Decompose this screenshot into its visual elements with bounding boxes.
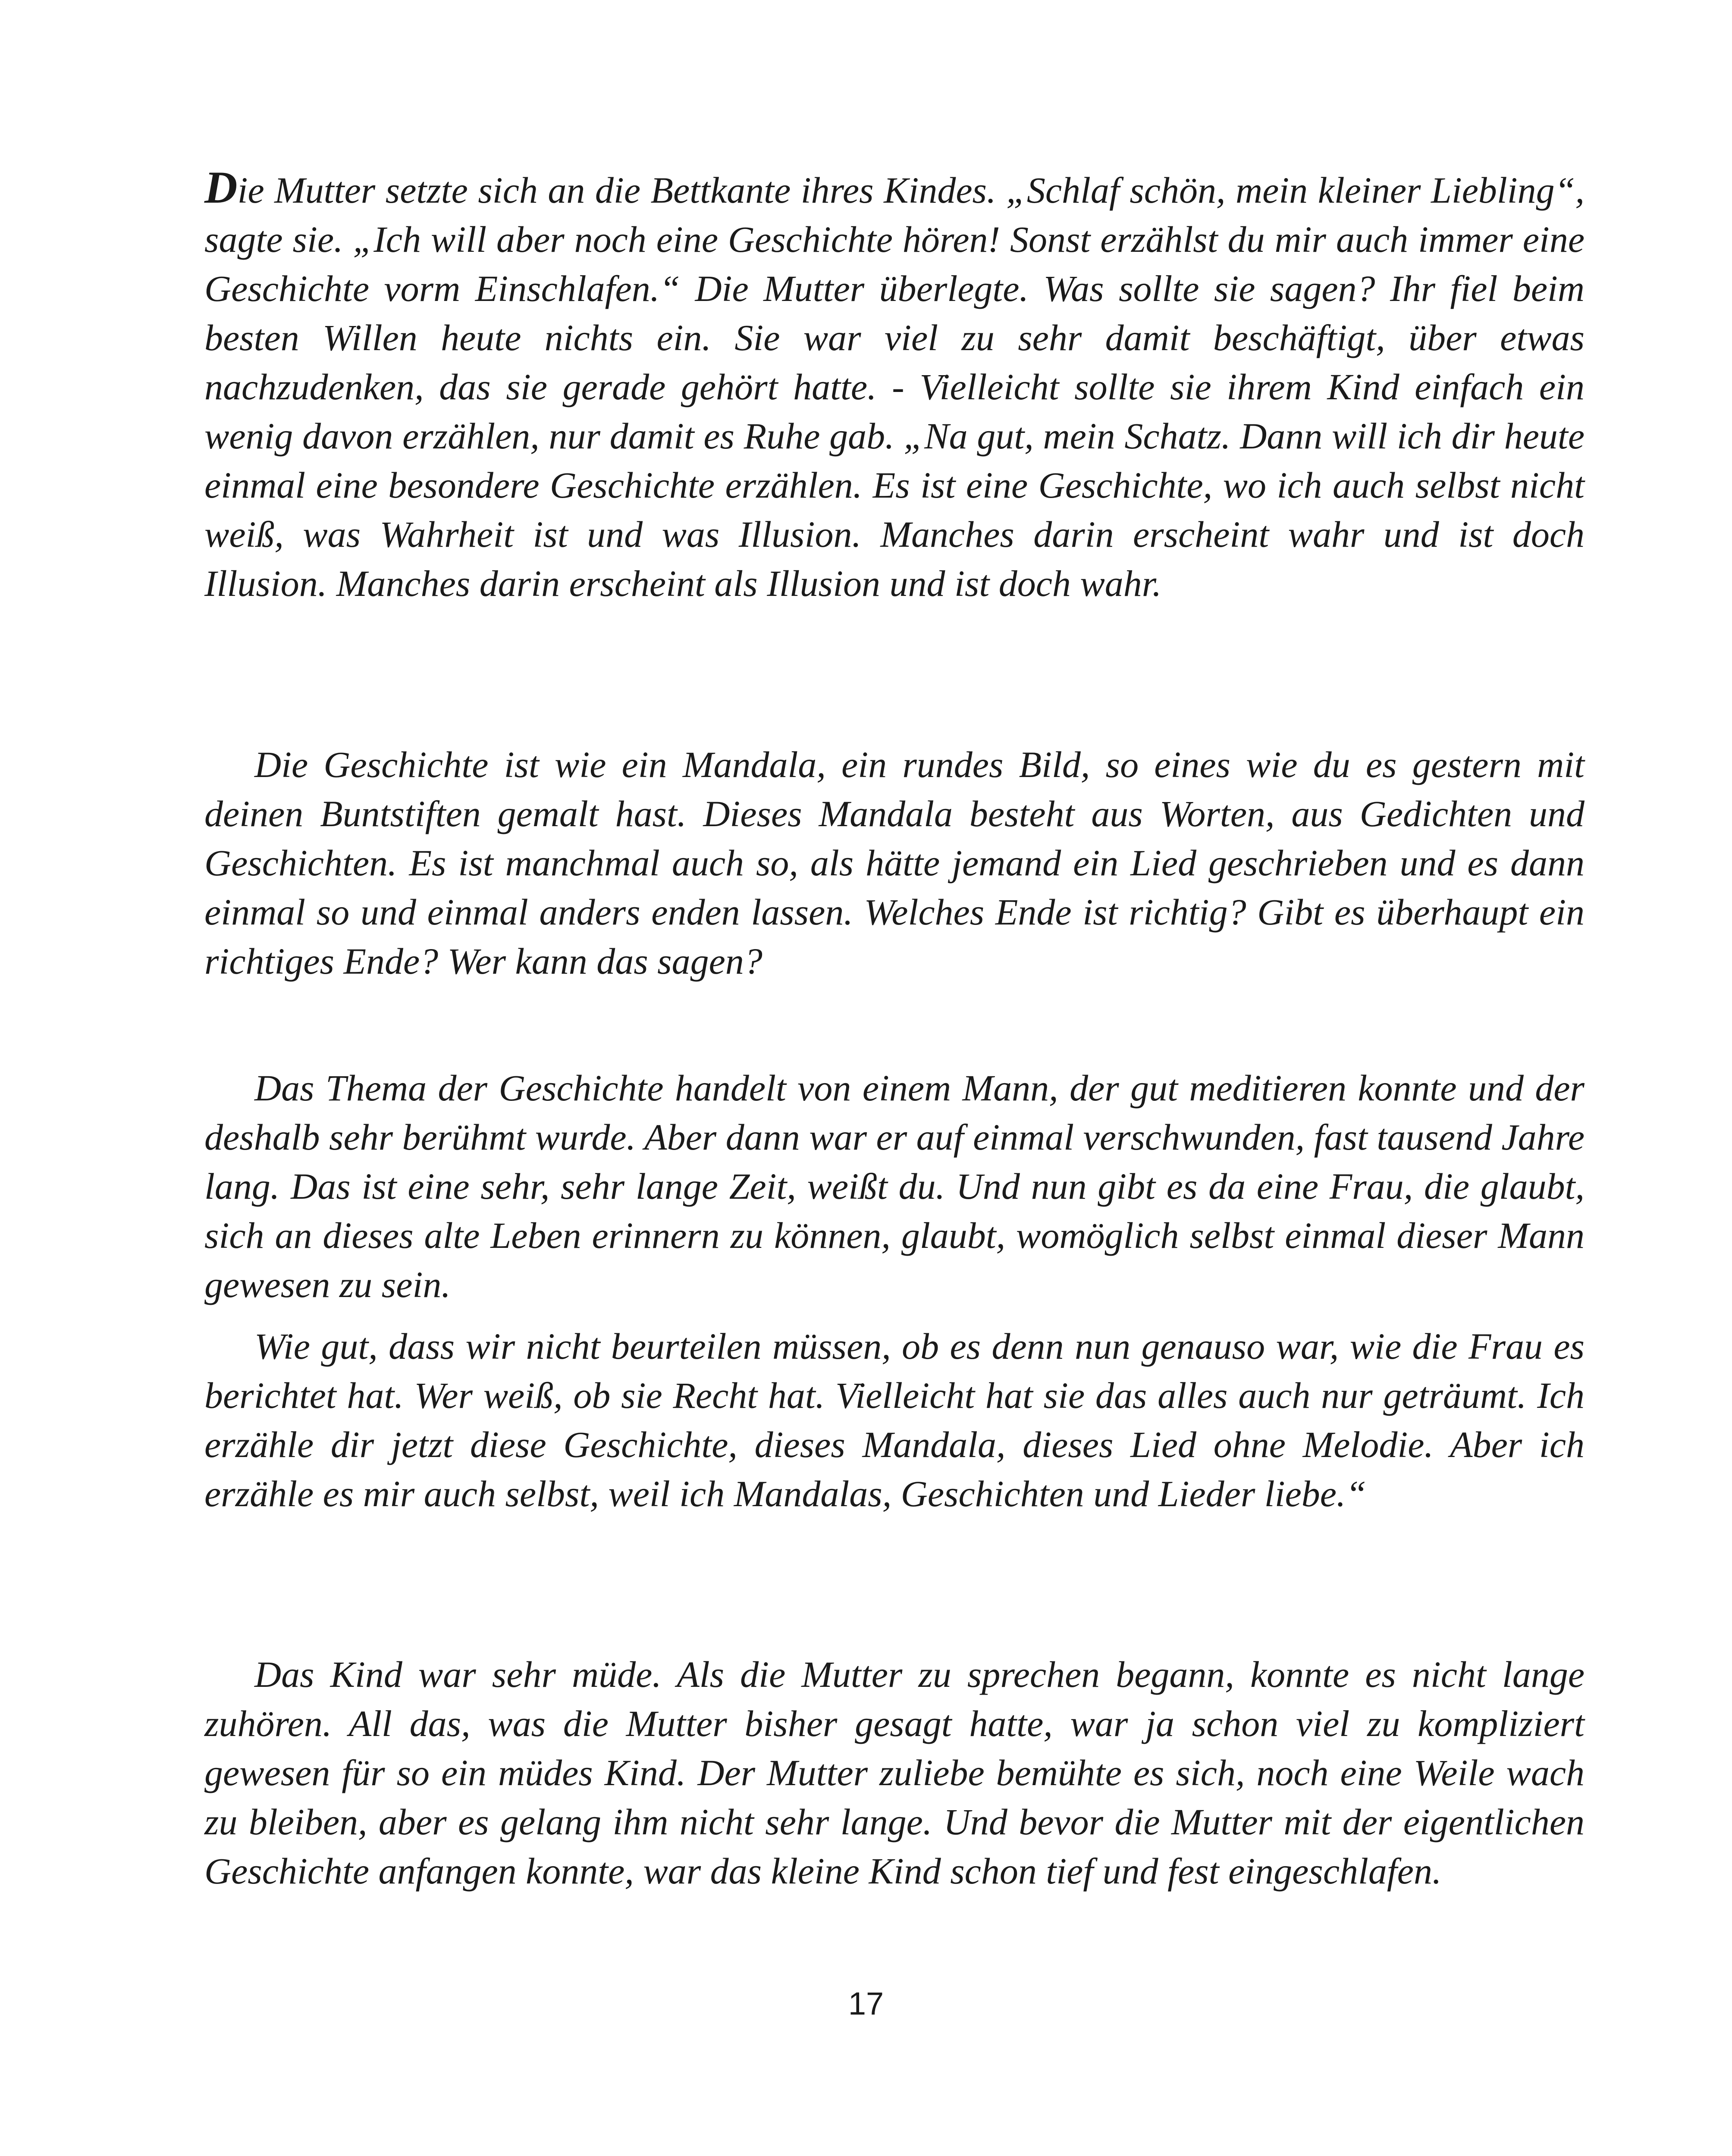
paragraph-child-asleep: Das Kind war sehr müde. Als die Mutter zu sprechen begann, konnte es nicht lange zuhören. All das, was die Mutter bisher gesagt hatte, war ja schon viel zu kompliziert gewesen für so ein müdes Kind. Der Mutter zuliebe bemühte es sich, noch eine Weile wach zu bleiben, aber es gelang ihm nicht sehr lange. Und bevor die Mutter mit der eigentlichen Geschichte anfangen konnte, war das kleine Kind schon tief und fest eingeschlafen. [204,1654,1585,1892]
paragraph-mandala: Die Geschichte ist wie ein Mandala, ein rundes Bild, so eines wie du es gestern mit deinen Buntstiften gemalt hast. Dieses Mandala besteht aus Worten, aus Gedichten und Geschichten. Es ist manchmal auch so, als hätte jemand ein Lied geschrieben und es dann einmal so und einmal anders enden lassen. Welches Ende ist richtig? Gibt es überhaupt ein richtiges Ende? Wer kann das sagen? [204,744,1585,982]
paragraph-opening [204,163,1585,608]
paragraph-opening-text: ie Mutter setzte sich an die Bettkante ihres Kindes. „Schlaf schön, mein kleiner Liebling“, sagte sie. „Ich will aber noch eine Geschichte hören! Sonst erzählst du mir auch immer eine Geschichte vorm Einschlafen.“ Die Mutter überlegte. Was sollte sie sagen? Ihr fiel beim besten Willen heute nichts ein. Sie war viel zu sehr damit beschäftigt, über etwas nachzudenken, das sie gerade gehört hatte. - Vielleicht sollte sie ihrem Kind einfach ein wenig davon erzählen, nur damit es Ruhe gab. „Na gut, mein Schatz. Dann will ich dir heute einmal eine besondere Geschichte erzählen. Es ist eine Geschichte, wo ich auch selbst nicht weiß, was Wahrheit ist und was Illusion. Manches darin erscheint wahr und ist doch Illusion. Manches darin erscheint als Illusion und ist doch wahr. [204,169,1585,604]
page-number: 17 [848,1986,884,2021]
paragraph-judgement: Wie gut, dass wir nicht beurteilen müssen, ob es denn nun genauso war, wie die Frau es berichtet hat. Wer weiß, ob sie Recht hat. Vielleicht hat sie das alles auch nur geträumt. Ich erzähle dir jetzt diese Geschichte, dieses Mandala, dieses Lied ohne Melodie. Aber ich erzähle es mir auch selbst, weil ich Mandalas, Geschichten und Lieder liebe.“ [204,1326,1585,1514]
paragraph-theme: Das Thema der Geschichte handelt von einem Mann, der gut meditieren konnte und der deshalb sehr berühmt wurde. Aber dann war er auf einmal verschwunden, fast tausend Jahre lang. Das ist eine sehr, sehr lange Zeit, weißt du. Und nun gibt es da eine Frau, die glaubt, sich an dieses alte Leben erinnern zu können, glaubt, womöglich selbst einmal dieser Mann gewesen zu sein. [204,1067,1585,1305]
drop-initial: D [204,162,238,213]
